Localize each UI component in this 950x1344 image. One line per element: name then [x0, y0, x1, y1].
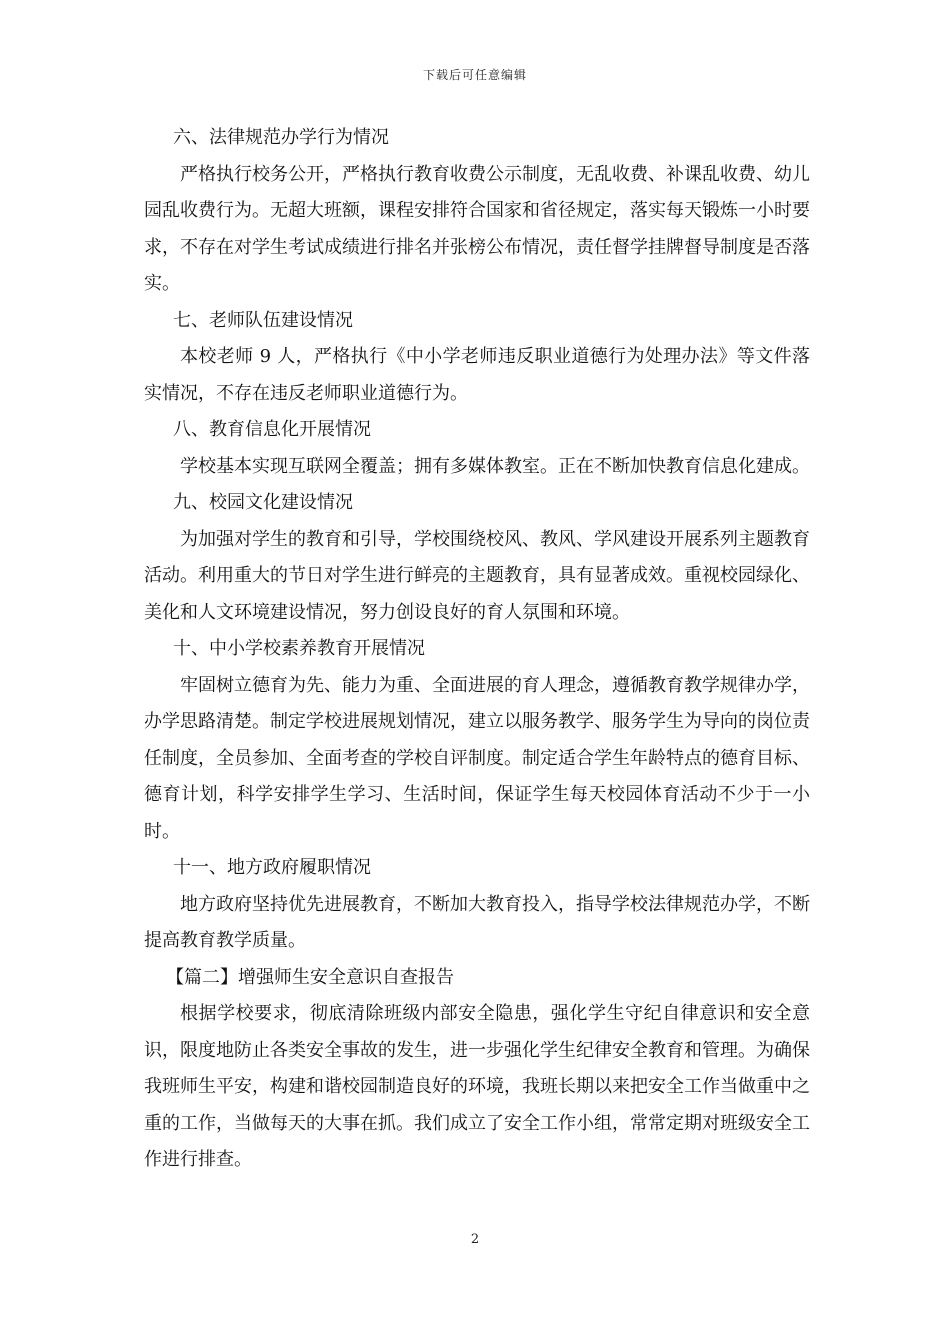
section-paragraph: 根据学校要求，彻底清除班级内部安全隐患，强化学生守纪自律意识和安全意识，限度地防止各类安全事故的发生，进一步强化学生纪律安全教育和管理。为确保我班师生平安，构建和谐校园制造良好的环境，我班长期以来把安全工作当做重中之重的工作，当做每天的大事在抓。我们成立了安全工作小组，常常定期对班级安全工作进行排查。: [144, 1003, 810, 1170]
section-heading: 【篇二】增强师生安全意识自查报告: [166, 966, 454, 988]
section-heading: 九、校园文化建设情况: [173, 492, 353, 513]
section-6: [144, 120, 810, 303]
section-heading: 十一、地方政府履职情况: [173, 857, 371, 878]
section-heading: 十、中小学校素养教育开展情况: [173, 638, 425, 659]
section-10: [144, 631, 810, 850]
section-8: [144, 412, 810, 485]
section-heading: 六、法律规范办学行为情况: [173, 127, 389, 148]
section-paragraph: 地方政府坚持优先进展教育，不断加大教育投入，指导学校法律规范办学，不断提高教育教学质量。: [144, 893, 810, 951]
page-number: 2: [470, 1232, 480, 1247]
section-paragraph: 严格执行校务公开，严格执行教育收费公示制度，无乱收费、补课乱收费、幼儿园乱收费行为。无超大班额，课程安排符合国家和省径规定，落实每天锻炼一小时要求，不存在对学生考试成绩进行排名并张榜公布情况，责任督学挂牌督导制度是否落实。: [144, 163, 810, 294]
section-paragraph: 牢固树立德育为先、能力为重、全面进展的育人理念，遵循教育教学规律办学，办学思路清楚。制定学校进展规划情况，建立以服务教学、服务学生为导向的岗位责任制度，全员参加、全面考查的学校自评制度。制定适合学生年龄特点的德育目标、德育计划，科学安排学生学习、生活时间，保证学生每天校园体育活动不少于一小时。: [144, 674, 810, 842]
section-7: [144, 303, 810, 413]
section-paragraph: 本校老师 9 人，严格执行《中小学老师违反职业道德行为处理办法》等文件落实情况，不存在违反老师职业道德行为。: [144, 346, 810, 404]
page-header: 下载后可任意编辑: [422, 68, 527, 82]
section-paragraph: 学校基本实现互联网全覆盖；拥有多媒体教室。正在不断加快教育信息化建成。: [180, 455, 810, 477]
section-9: [144, 485, 810, 631]
document-body: [144, 120, 810, 1179]
section-paragraph: 为加强对学生的教育和引导，学校围绕校风、教风、学风建设开展系列主题教育活动。利用重大的节日对学生进行鲜亮的主题教育，具有显著成效。重视校园绿化、美化和人文环境建设情况，努力创设良好的育人氛围和环境。: [144, 528, 810, 623]
section-heading: 八、教育信息化开展情况: [173, 419, 371, 440]
section-part-two: [144, 960, 810, 1179]
section-heading: 七、老师队伍建设情况: [173, 309, 353, 331]
section-11: [144, 850, 810, 960]
